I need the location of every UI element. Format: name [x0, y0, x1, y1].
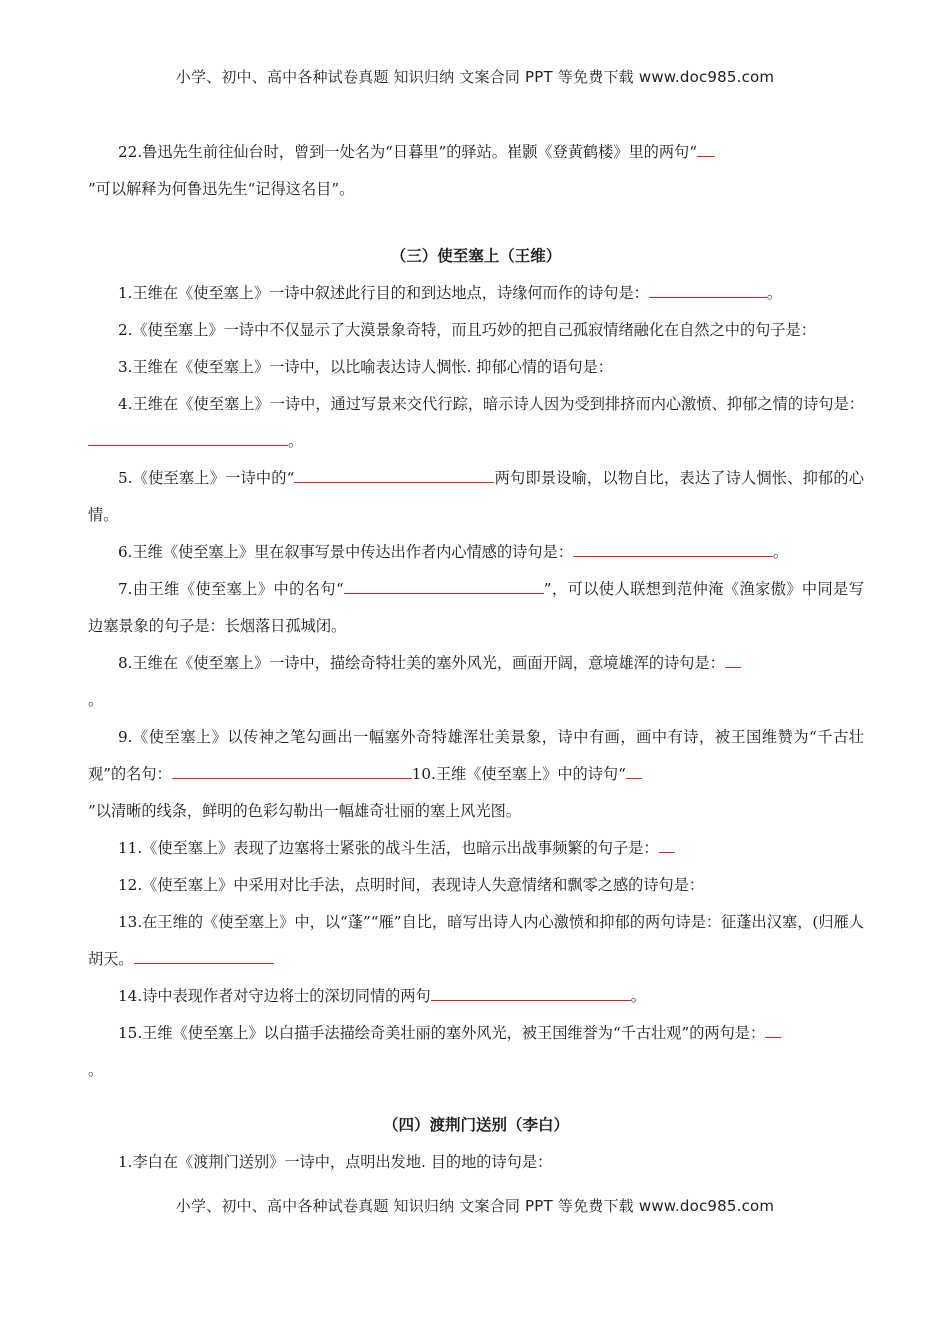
s3-question-4: 4.王维在《使至塞上》一诗中，通过写景来交代行踪，暗示诗人因为受到排挤而内心激愤、抑郁之情的诗句是：。 — [88, 386, 864, 460]
s4-question-1: 1.李白在《渡荆门送别》一诗中，点明出发地. 目的地的诗句是： — [118, 1153, 553, 1171]
s3-question-3: 3.王维在《使至塞上》一诗中，以比喻表达诗人惆怅. 抑郁心情的语句是： — [118, 358, 613, 376]
s3-question-2: 2.《使至塞上》一诗中不仅显示了大漠景象奇特，而且巧妙的把自己孤寂情绪融化在自然之中的句子是： — [118, 321, 816, 339]
page-header: 小学、初中、高中各种试卷真题 知识归纳 文案合同 PPT 等免费下载 www.doc985.com — [175, 68, 775, 86]
answer-blank[interactable] — [659, 835, 675, 853]
answer-blank[interactable] — [765, 1020, 781, 1038]
s3-question-5: 5.《使至塞上》一诗中的“ 两句即景设喻，以物自比，表达了诗人惆怅、抑郁的心情。 — [88, 460, 864, 534]
section-4-title: （四）渡荆门送别（李白） — [382, 1116, 569, 1134]
answer-blank[interactable] — [134, 946, 274, 964]
s3-question-9-10: 9.《使至塞上》以传神之笔勾画出一幅塞外奇特雄浑壮美景象，诗中有画，画中有诗，被王国维赞为“千古壮观”的名句： 10.王维《使至塞上》中的诗句“ ”以清晰的线条，鲜明的色彩勾勒出一幅雄奇壮丽的塞上风光图。 — [88, 728, 864, 820]
page-footer: 小学、初中、高中各种试卷真题 知识归纳 文案合同 PPT 等免费下载 www.doc985.com — [175, 1197, 775, 1215]
s3-question-13: 13.在王维的《使至塞上》中，以“蓬”“雁”自比，暗写出诗人内心激愤和抑郁的两句诗是：征蓬出汉塞，(归雁人胡天。 — [88, 913, 864, 968]
section-3-title: （三）使至塞上（王维） — [390, 247, 562, 265]
s3-question-7: 7.由王维《使至塞上》中的名句“ ”，可以使人联想到范仲淹《渔家傲》中同是写边塞景象的句子是：长烟落日孤城闭。 — [88, 571, 864, 645]
s3-question-14: 14.诗中表现作者对守边将士的深切同情的两句 。 — [88, 978, 864, 1015]
answer-blank[interactable] — [431, 983, 631, 1001]
answer-blank[interactable] — [294, 465, 494, 483]
question-22: 22.鲁迅先生前往仙台时，曾到一处名为“日暮里”的驿站。崔颢《登黄鹤楼》里的两句“ ”可以解释为何鲁迅先生“记得这名目”。 — [88, 134, 864, 208]
answer-blank[interactable] — [697, 139, 715, 157]
answer-blank[interactable] — [626, 761, 642, 779]
answer-blank[interactable] — [172, 761, 412, 779]
s3-question-12: 12.《使至塞上》中采用对比手法，点明时间，表现诗人失意情绪和飘零之感的诗句是： — [118, 876, 705, 894]
s3-question-11: 11.《使至塞上》表现了边塞将士紧张的战斗生活，也暗示出战事频繁的句子是： — [88, 830, 864, 867]
s3-question-1: 1.王维在《使至塞上》一诗中叙述此行目的和到达地点，诗缘何而作的诗句是： 。 — [88, 275, 864, 312]
answer-blank[interactable] — [573, 539, 773, 557]
s3-question-15: 15.王维《使至塞上》以白描手法描绘奇美壮丽的塞外风光，被王国维誉为“千古壮观”的两句是： 。 — [88, 1015, 864, 1089]
answer-blank[interactable] — [344, 576, 544, 594]
s3-question-6: 6.王维《使至塞上》里在叙事写景中传达出作者内心情感的诗句是： 。 — [88, 534, 864, 571]
document-body — [88, 134, 864, 1181]
answer-blank[interactable] — [649, 280, 767, 298]
answer-blank[interactable] — [88, 428, 288, 446]
s3-question-8: 8.王维在《使至塞上》一诗中，描绘奇特壮美的塞外风光，画面开阔，意境雄浑的诗句是： 。 — [88, 645, 864, 719]
answer-blank[interactable] — [725, 650, 741, 668]
